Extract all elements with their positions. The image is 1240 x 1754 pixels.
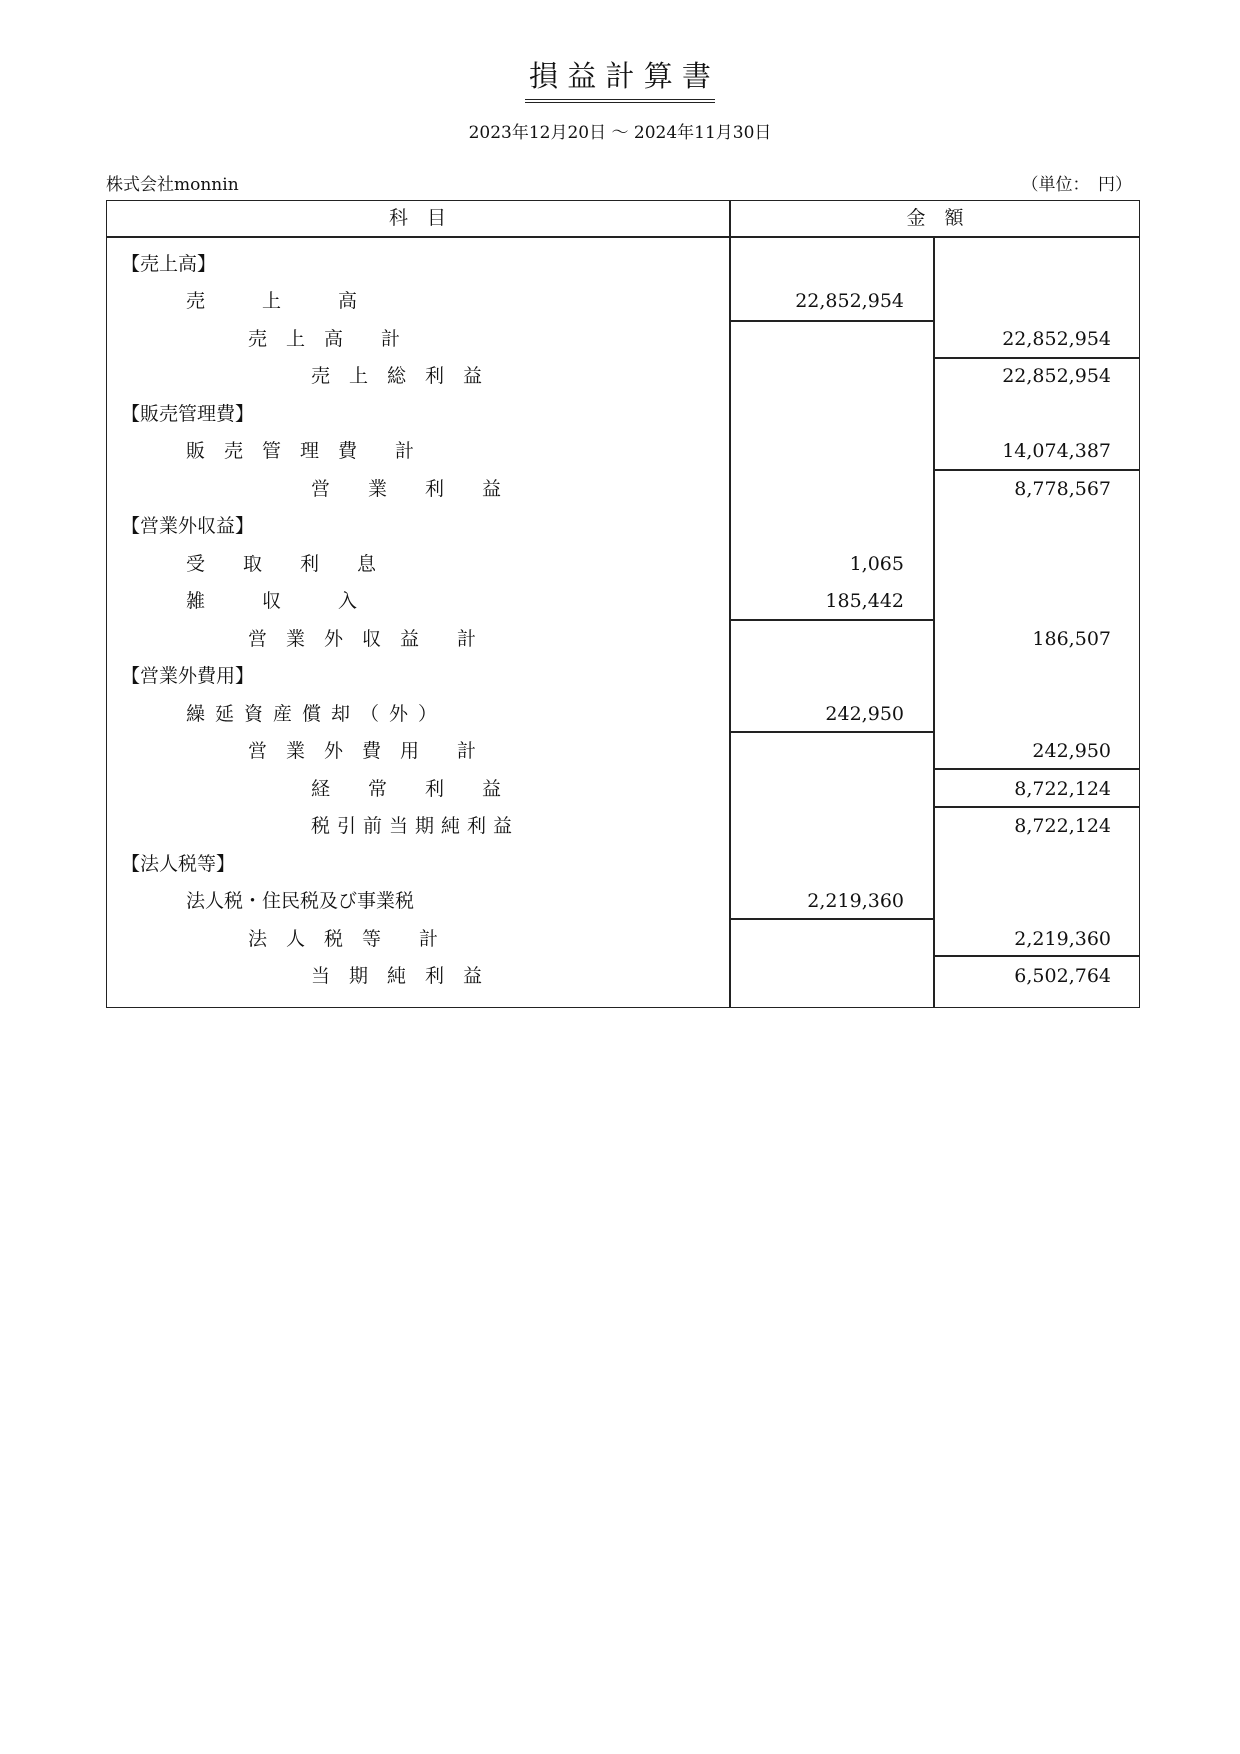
row-total: 8,778,567 bbox=[1014, 478, 1111, 500]
row-total: 186,507 bbox=[1032, 628, 1111, 650]
table-row bbox=[107, 583, 1139, 620]
row-label: 営 業 利 益 bbox=[311, 478, 502, 500]
table-row bbox=[107, 546, 1139, 583]
row-amount: 22,852,954 bbox=[795, 290, 904, 312]
header-rule bbox=[106, 236, 1140, 238]
row-amount: 1,065 bbox=[849, 553, 904, 575]
row-label: 経 常 利 益 bbox=[311, 778, 502, 800]
row-total: 22,852,954 bbox=[1002, 328, 1111, 350]
header-subject: 科 目 bbox=[388, 207, 446, 229]
section-non-operating-expenses: 【営業外費用】 bbox=[121, 665, 255, 687]
table-row bbox=[107, 808, 1139, 845]
table-row bbox=[107, 658, 1139, 695]
row-total: 8,722,124 bbox=[1014, 815, 1111, 837]
row-label: 税引前当期純利益 bbox=[311, 815, 520, 837]
section-non-operating-income: 【営業外収益】 bbox=[121, 515, 255, 537]
row-label: 営 業 外 収 益 計 bbox=[248, 628, 477, 650]
title-wrap bbox=[0, 56, 1240, 103]
table-row bbox=[107, 733, 1139, 770]
table-row bbox=[107, 621, 1139, 658]
table-row bbox=[107, 508, 1139, 545]
row-label: 売 上 総 利 益 bbox=[311, 365, 483, 387]
table-row bbox=[107, 396, 1139, 433]
table-row bbox=[107, 771, 1139, 808]
period-range: 2023年12月20日 ～ 2024年11月30日 bbox=[468, 123, 772, 143]
table-row bbox=[107, 883, 1139, 920]
section-sales: 【売上高】 bbox=[121, 253, 217, 275]
row-label: 当 期 純 利 益 bbox=[311, 965, 483, 987]
row-label: 繰延資産償却（外） bbox=[186, 703, 448, 725]
unit-label: （単位： 円） bbox=[1021, 175, 1132, 195]
table-row bbox=[107, 846, 1139, 883]
row-total: 8,722,124 bbox=[1014, 778, 1111, 800]
row-label: 雑 収 入 bbox=[186, 590, 358, 612]
header-amount: 金 額 bbox=[906, 207, 964, 229]
company-name: 株式会社monnin bbox=[106, 175, 239, 195]
table-row bbox=[107, 283, 1139, 320]
row-amount: 2,219,360 bbox=[807, 890, 904, 912]
section-corporate-taxes: 【法人税等】 bbox=[121, 853, 236, 875]
section-sga: 【販売管理費】 bbox=[121, 403, 255, 425]
row-label: 販 売 管 理 費 計 bbox=[186, 440, 415, 462]
row-label: 売 上 高 計 bbox=[248, 328, 401, 350]
row-amount: 185,442 bbox=[825, 590, 904, 612]
table-row bbox=[107, 958, 1139, 995]
table-row bbox=[107, 696, 1139, 733]
table-row bbox=[107, 433, 1139, 470]
row-total: 242,950 bbox=[1032, 740, 1111, 762]
table-row bbox=[107, 321, 1139, 358]
document-title: 損 益 計 算 書 bbox=[525, 56, 715, 103]
row-total: 6,502,764 bbox=[1014, 965, 1111, 987]
table-row bbox=[107, 921, 1139, 958]
row-total: 2,219,360 bbox=[1014, 928, 1111, 950]
row-label: 受 取 利 息 bbox=[186, 553, 377, 575]
row-label: 法 人 税 等 計 bbox=[248, 928, 439, 950]
row-label: 法人税・住民税及び事業税 bbox=[186, 890, 415, 912]
table-row bbox=[107, 358, 1139, 395]
row-total: 22,852,954 bbox=[1002, 365, 1111, 387]
table-row bbox=[107, 246, 1139, 283]
table-row bbox=[107, 471, 1139, 508]
row-label: 営 業 外 費 用 計 bbox=[248, 740, 477, 762]
row-total: 14,074,387 bbox=[1002, 440, 1111, 462]
row-amount: 242,950 bbox=[825, 703, 904, 725]
row-label: 売 上 高 bbox=[186, 290, 358, 312]
